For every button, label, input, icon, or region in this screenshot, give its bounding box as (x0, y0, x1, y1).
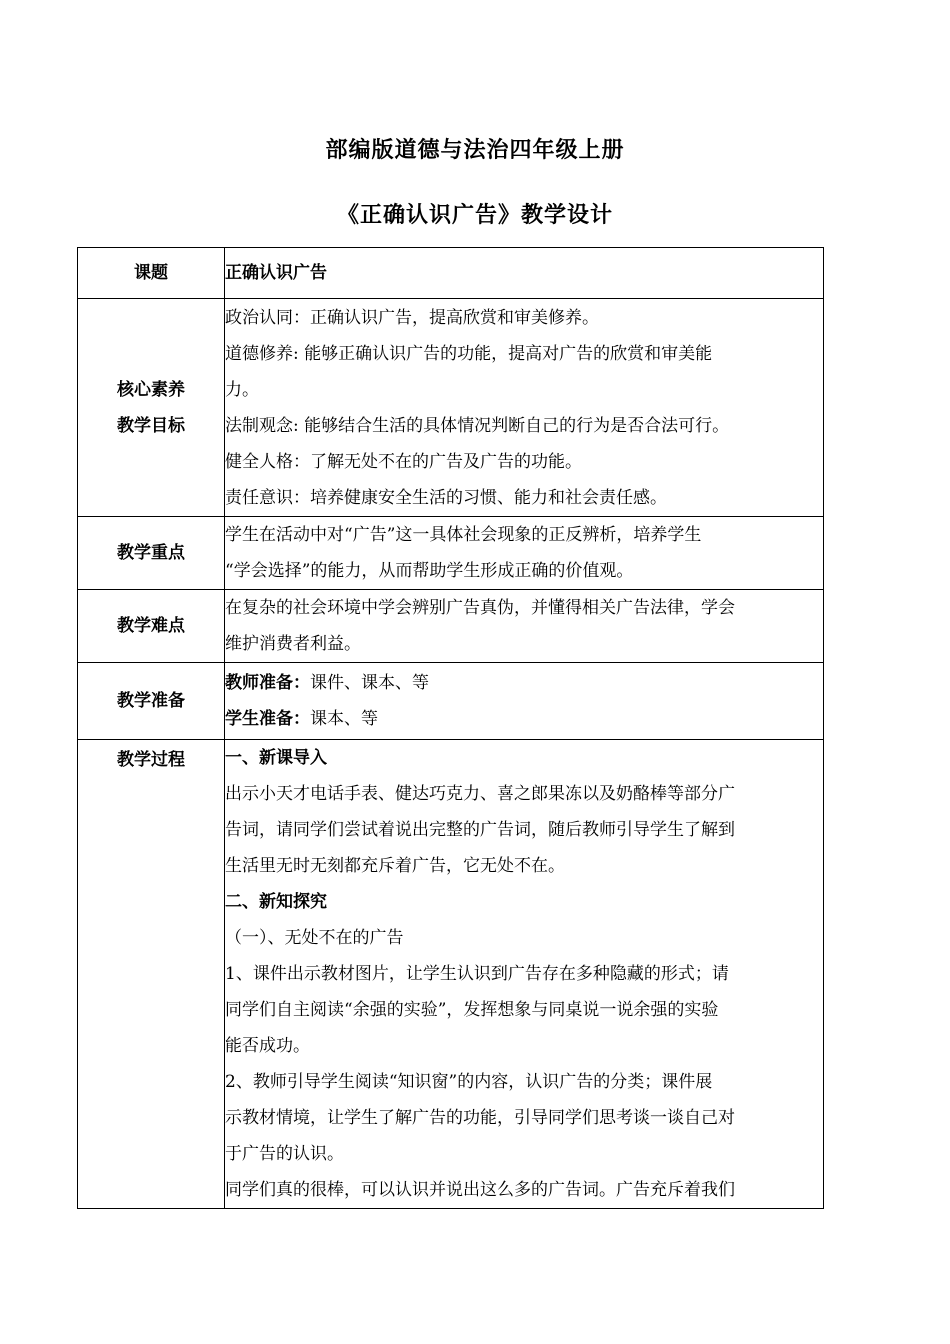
table-row-preparation (78, 663, 824, 740)
process-label: 教学过程 (78, 740, 225, 1209)
goals-content (225, 299, 824, 517)
goal-line: 法制观念: 能够结合生活的具体情况判断自己的行为是否合法可行。 (225, 415, 730, 436)
table-row-key-points (78, 517, 824, 590)
goal-line: 力。 (225, 379, 259, 400)
goal-line: 责任意识：培养健康安全生活的习惯、能力和社会责任感。 (225, 487, 667, 508)
key-points-line: “学会选择”的能力，从而帮助学生形成正确的价值观。 (225, 561, 634, 581)
student-preparation-value: 课本、等 (310, 709, 378, 729)
difficulties-line: 维护消费者利益。 (225, 634, 361, 654)
key-points-label: 教学重点 (78, 517, 225, 590)
difficulties-label: 教学难点 (78, 590, 225, 663)
section-heading-intro: 一、新课导入 (225, 748, 327, 768)
goals-label (78, 299, 225, 517)
teacher-preparation-label: 教师准备： (225, 673, 310, 693)
preparation-label: 教学准备 (78, 663, 225, 740)
lesson-plan-table (77, 247, 824, 1209)
table-row-difficulties (78, 590, 824, 663)
process-line: 同学们自主阅读“余强的实验”，发挥想象与同桌说一说余强的实验 (225, 1000, 719, 1020)
table-row-process (78, 740, 824, 1209)
table-row-goals (78, 299, 824, 517)
difficulties-content (225, 590, 824, 663)
process-line: 同学们真的很棒，可以认识并说出这么多的广告词。广告充斥着我们 (225, 1180, 735, 1200)
process-line: 能否成功。 (225, 1036, 310, 1056)
document-title: 部编版道德与法治四年级上册 (325, 138, 625, 163)
goals-label-line-2: 教学目标 (117, 415, 185, 436)
goal-line: 政治认同：正确认识广告，提高欣赏和审美修养。 (225, 307, 599, 328)
student-preparation (225, 701, 823, 737)
teacher-preparation-value: 课件、课本、等 (310, 673, 429, 693)
preparation-content (225, 663, 824, 740)
goals-label-line-1: 核心素养 (117, 379, 185, 400)
student-preparation-label: 学生准备： (225, 709, 310, 729)
difficulties-line: 在复杂的社会环境中学会辨别广告真伪，并懂得相关广告法律，学会 (225, 598, 735, 618)
process-line: 告词，请同学们尝试着说出完整的广告词，随后教师引导学生了解到 (225, 820, 735, 840)
subsection-heading: （一）、无处不在的广告 (225, 928, 404, 948)
key-points-content (225, 517, 824, 590)
topic-label: 课题 (78, 248, 225, 299)
process-line: 1、课件出示教材图片，让学生认识到广告存在多种隐藏的形式；请 (225, 964, 729, 984)
process-line: 2、教师引导学生阅读“知识窗”的内容，认识广告的分类；课件展 (225, 1072, 713, 1092)
process-content (225, 740, 824, 1209)
topic-value: 正确认识广告 (225, 248, 824, 299)
section-heading-explore: 二、新知探究 (225, 892, 327, 912)
process-line: 示教材情境，让学生了解广告的功能，引导同学们思考谈一谈自己对 (225, 1108, 735, 1128)
process-line: 生活里无时无刻都充斥着广告，它无处不在。 (225, 856, 565, 876)
process-line: 出示小天才电话手表、健达巧克力、喜之郎果冻以及奶酪棒等部分广 (225, 784, 735, 804)
document-subtitle: 《正确认识广告》教学设计 (336, 203, 613, 228)
teacher-preparation (225, 665, 823, 701)
table-row-topic (78, 248, 824, 299)
goal-line: 健全人格：了解无处不在的广告及广告的功能。 (225, 451, 582, 472)
goal-line: 道德修养: 能够正确认识广告的功能，提高对广告的欣赏和审美能 (225, 343, 713, 364)
key-points-line: 学生在活动中对“广告”这一具体社会现象的正反辨析，培养学生 (225, 525, 702, 545)
process-line: 于广告的认识。 (225, 1144, 344, 1164)
